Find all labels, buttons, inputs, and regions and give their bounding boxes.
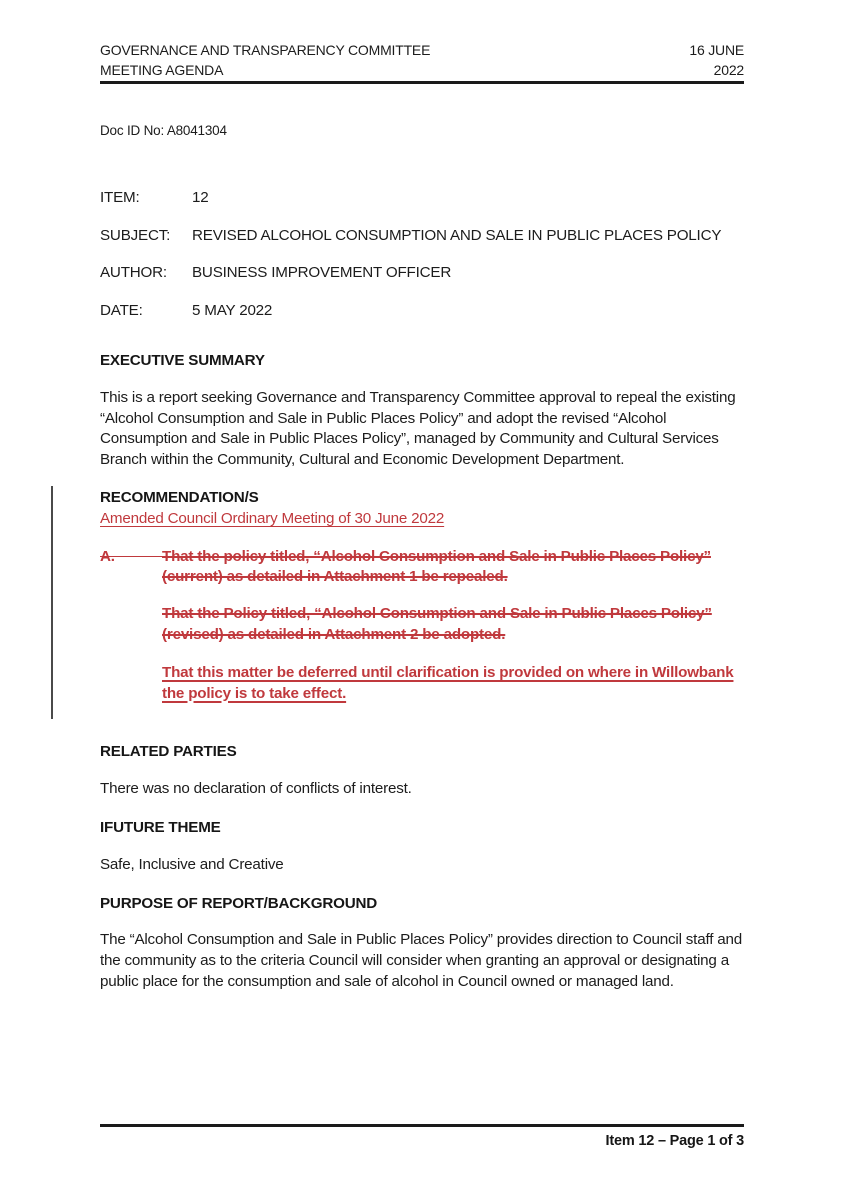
meta-label-date: DATE: (100, 302, 143, 320)
page-number-label: Item 12 – Page 1 of 3 (605, 1133, 744, 1149)
header-date-line1: 16 JUNE (689, 42, 744, 58)
meta-value-item: 12 (192, 188, 209, 206)
header-committee-title: GOVERNANCE AND TRANSPARENCY COMMITTEE (100, 42, 431, 58)
recommendation-repeal-text: That the policy titled, “Alcohol Consumption and Sale in Public Places Policy” (current) as detailed in Attachment 1 be repealed. (162, 547, 711, 586)
meta-row-date (100, 301, 744, 322)
recommendation-deferred-text: That this matter be deferred until clarification is provided on where in Willowbank the policy is to take effect. (162, 663, 734, 702)
header-agenda-subtitle: MEETING AGENDA (100, 62, 224, 78)
executive-summary-body: This is a report seeking Governance and Transparency Committee approval to repeal the existing “Alcohol Consumption and Sale in Public Places Policy” and adopt the revised “Alcohol Consumption and Sale in Public Places Policy”, managed by Community and Cultural Services Branch within the Community, Cultural and Economic Development Department. (100, 388, 736, 469)
revision-change-bar (51, 486, 53, 719)
recommendation-letter: A. (100, 547, 162, 589)
heading-recommendations: RECOMMENDATION/S (100, 488, 259, 506)
heading-purpose: PURPOSE OF REPORT/BACKGROUND (100, 894, 378, 912)
meta-label-author: AUTHOR: (100, 264, 167, 282)
meta-row-item (100, 188, 744, 209)
meta-row-author (100, 263, 744, 284)
amended-meeting-line: Amended Council Ordinary Meeting of 30 June 2022 (100, 509, 445, 527)
meta-value-subject: REVISED ALCOHOL CONSUMPTION AND SALE IN PUBLIC PLACES POLICY (192, 226, 722, 244)
purpose-body: The “Alcohol Consumption and Sale in Public Places Policy” provides direction to Council staff and the community as to the criteria Council will consider when granting an approval or designating a public place for the consumption and sale of alcohol in Council owned or managed land. (100, 931, 742, 990)
meta-label-item: ITEM: (100, 188, 140, 206)
recommendation-item-a (100, 547, 744, 589)
meta-value-date: 5 MAY 2022 (192, 302, 273, 320)
page-header (100, 0, 744, 84)
recommendation-adopt-text: That the Policy titled, “Alcohol Consumption and Sale in Public Places Policy” (revised) as detailed in Attachment 2 be adopted. (162, 605, 712, 643)
header-date-line2: 2022 (713, 62, 744, 78)
heading-executive-summary: EXECUTIVE SUMMARY (100, 351, 265, 369)
meta-value-author: BUSINESS IMPROVEMENT OFFICER (192, 264, 452, 282)
meta-label-subject: SUBJECT: (100, 226, 171, 244)
header-date (689, 40, 744, 80)
header-left (100, 40, 430, 80)
meta-block (100, 188, 744, 322)
meta-row-subject (100, 226, 744, 247)
heading-related-parties: RELATED PARTIES (100, 743, 237, 761)
ifuture-theme-body: Safe, Inclusive and Creative (100, 855, 284, 873)
doc-id: Doc ID No: A8041304 (100, 123, 227, 138)
related-parties-body: There was no declaration of conflicts of interest. (100, 780, 412, 798)
heading-ifuture-theme: IFUTURE THEME (100, 818, 221, 836)
page-footer (100, 1124, 744, 1152)
